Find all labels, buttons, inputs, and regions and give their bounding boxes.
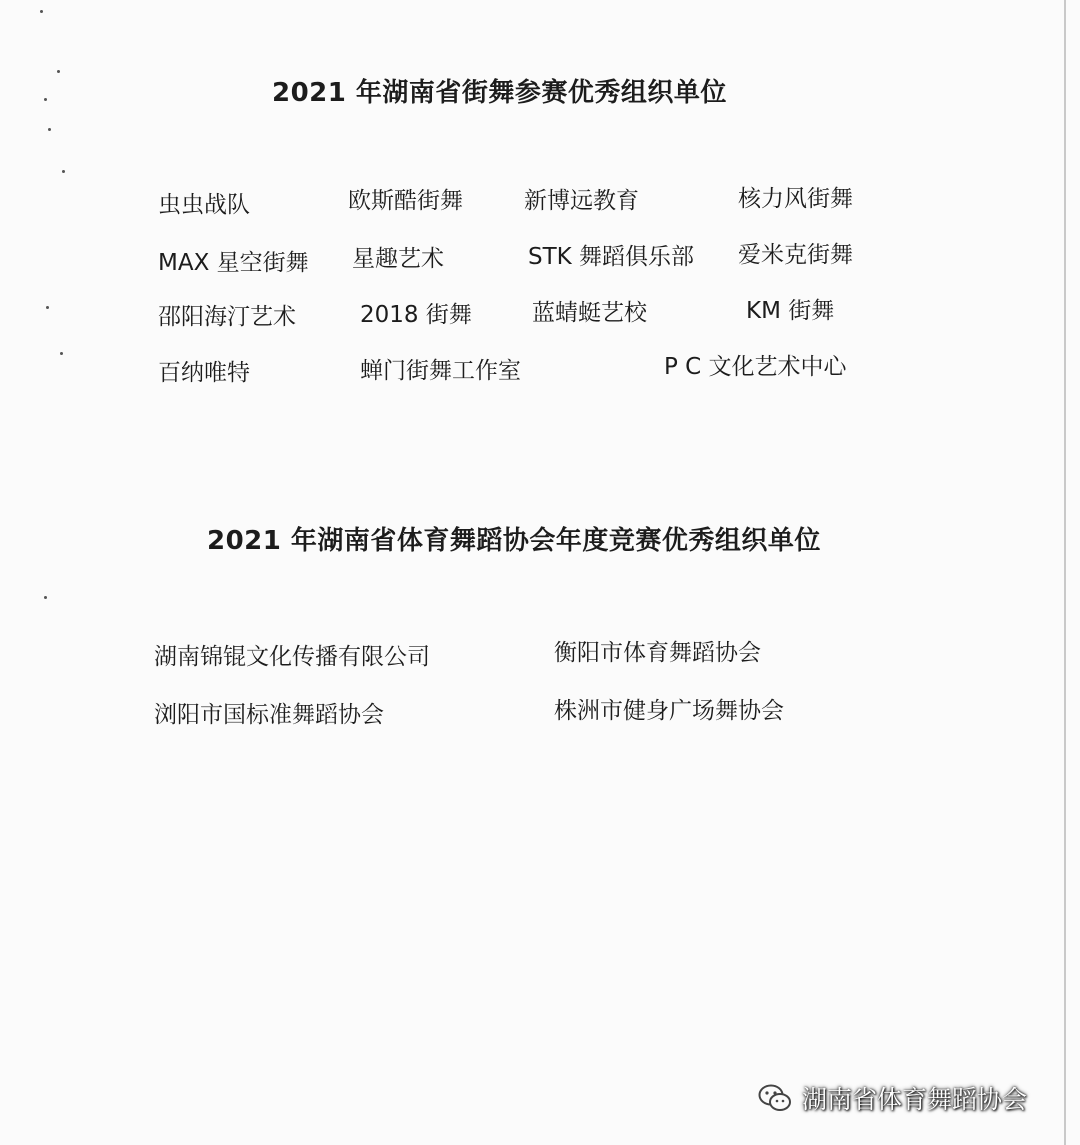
section1-item: P C 文化艺术中心 (664, 354, 847, 380)
section1-item: 蝉门街舞工作室 (360, 358, 521, 384)
section1-item: 蓝蜻蜓艺校 (532, 300, 647, 326)
section1-item: STK 舞蹈俱乐部 (528, 244, 695, 270)
section1-item: 虫虫战队 (158, 192, 250, 218)
section1-item: 欧斯酷街舞 (348, 188, 463, 214)
scan-speck (40, 10, 43, 13)
scan-speck (57, 70, 60, 73)
watermark (758, 1080, 1027, 1116)
section2-title: 2021 年湖南省体育舞蹈协会年度竞赛优秀组织单位 (207, 526, 821, 556)
section2-item: 衡阳市体育舞蹈协会 (554, 640, 761, 666)
scan-speck (62, 170, 65, 173)
section1-item: 邵阳海汀艺术 (158, 304, 296, 330)
scan-speck (44, 98, 47, 101)
section1-item: 新博远教育 (524, 188, 639, 214)
section1-item: MAX 星空街舞 (158, 250, 309, 276)
scan-speck (46, 306, 49, 309)
scan-speck (48, 128, 51, 131)
section2-item: 株洲市健身广场舞协会 (554, 698, 784, 724)
section1-title: 2021 年湖南省街舞参赛优秀组织单位 (272, 78, 727, 108)
scan-speck (44, 596, 47, 599)
section1-item: 星趣艺术 (352, 246, 444, 272)
section1-item: 爱米克街舞 (738, 242, 853, 268)
watermark-text: 湖南省体育舞蹈协会 (802, 1085, 1028, 1114)
wechat-icon (758, 1083, 792, 1113)
section1-item: 百纳唯特 (158, 360, 250, 386)
section1-item: 核力风街舞 (738, 186, 853, 212)
section1-item: 2018 街舞 (360, 302, 472, 328)
section2-item: 湖南锦锟文化传播有限公司 (154, 644, 430, 670)
scan-speck (60, 352, 63, 355)
section2-item: 浏阳市国标准舞蹈协会 (154, 702, 384, 728)
section1-item: KM 街舞 (746, 298, 835, 324)
page-edge-line (1064, 0, 1066, 1145)
